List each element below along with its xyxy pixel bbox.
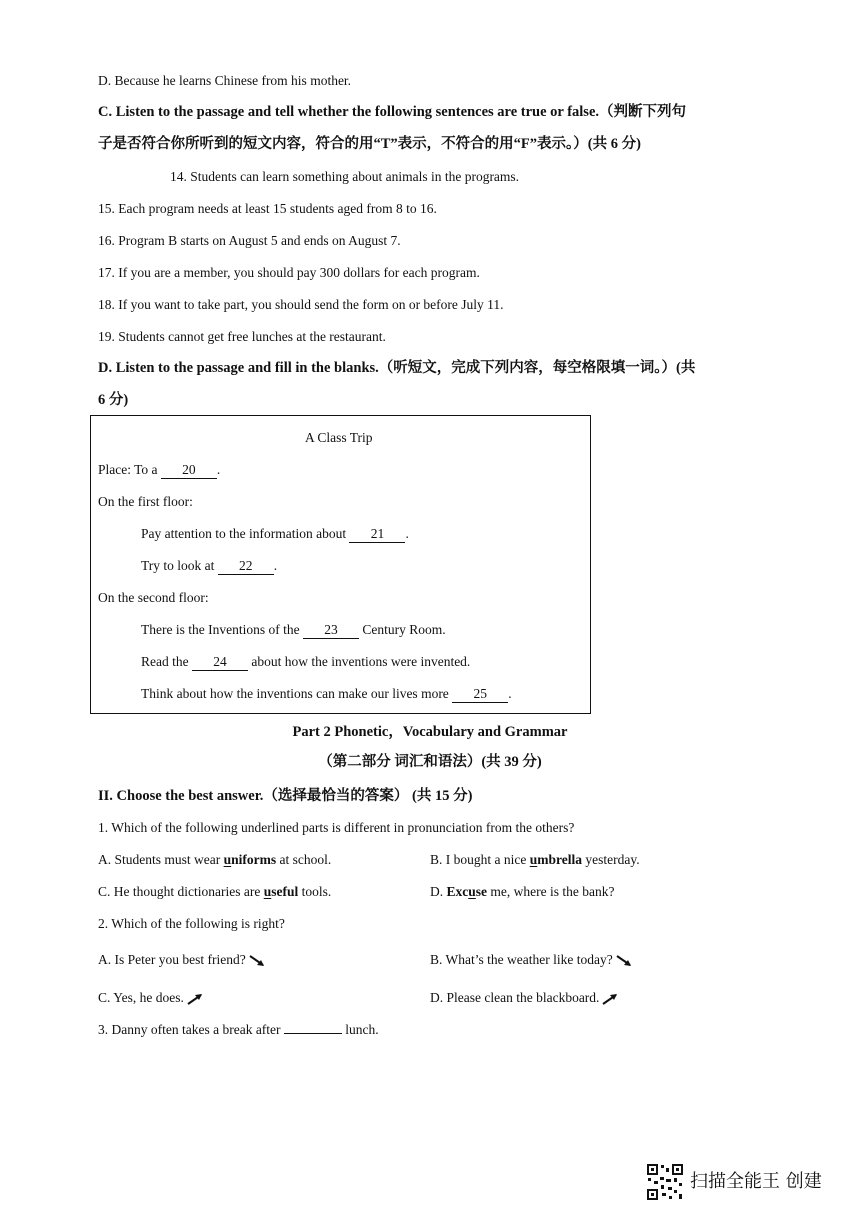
- qr-code-icon: [646, 1163, 684, 1201]
- statement-17: 17. If you are a member, you should pay 300 dollars for each program.: [98, 265, 480, 280]
- attention-line: [141, 525, 409, 543]
- q2-b-text: B. What’s the weather like today?: [430, 952, 613, 967]
- think-line: [141, 685, 512, 703]
- q2-d-text: D. Please clean the blackboard.: [430, 990, 600, 1005]
- blank-23[interactable]: 23: [303, 622, 359, 639]
- q1-d-post: me, where is the bank?: [487, 884, 615, 899]
- statement-16: 16. Program B starts on August 5 and ends on August 7.: [98, 233, 401, 248]
- place-line: [98, 461, 220, 479]
- q1-a-pre: A. Students must wear: [98, 852, 224, 867]
- q1-b-post: yesterday.: [582, 852, 640, 867]
- look-line: [141, 557, 277, 575]
- q1-d-underlined: u: [468, 884, 476, 899]
- think-period: .: [508, 686, 512, 701]
- blank-22[interactable]: 22: [218, 558, 274, 575]
- q1-c-bold: seful: [271, 884, 299, 899]
- q2-option-d[interactable]: [430, 989, 619, 1007]
- q2-c-text: C. Yes, he does.: [98, 990, 184, 1005]
- statement-15: 15. Each program needs at least 15 students aged from 8 to 16.: [98, 201, 437, 216]
- q2-a-text: A. Is Peter you best friend?: [98, 952, 246, 967]
- q1-a-bold: niforms: [231, 852, 277, 867]
- section-c-title-line1: C. Listen to the passage and tell whether the following sentences are true or false.（判断下列句: [98, 104, 687, 120]
- attention-prefix: Pay attention to the information about: [141, 526, 347, 541]
- falling-intonation-arrow-icon: [615, 954, 633, 968]
- q1-b-underlined: u: [529, 852, 538, 867]
- read-line: [141, 653, 470, 671]
- q1-c-post: tools.: [298, 884, 332, 899]
- q2-option-a[interactable]: [98, 951, 266, 969]
- attention-period: .: [405, 526, 409, 541]
- q1-a-underlined: u: [223, 852, 232, 867]
- q3-pre: 3. Danny often takes a break after: [98, 1022, 281, 1037]
- section-ii-title: II. Choose the best answer.（选择最恰当的答案） (共 15 分): [98, 788, 473, 804]
- q3-post: lunch.: [345, 1022, 379, 1037]
- q1-option-c[interactable]: [98, 883, 331, 901]
- rising-intonation-arrow-icon: [601, 992, 619, 1006]
- read-suffix: about how the inventions were invented.: [251, 654, 471, 669]
- q1-a-post: at school.: [276, 852, 332, 867]
- statement-14: 14. Students can learn something about animals in the programs.: [170, 169, 520, 184]
- part2-title: Part 2 Phonetic，Vocabulary and Grammar: [292, 724, 568, 740]
- blank-25[interactable]: 25: [452, 686, 508, 703]
- q1-option-a[interactable]: [98, 851, 331, 869]
- section-d-title-line2: 6 分): [98, 392, 129, 408]
- q1-option-b[interactable]: [430, 851, 640, 869]
- place-prefix: Place: To a: [98, 462, 158, 477]
- inventions-suffix: Century Room.: [362, 622, 446, 637]
- statement-19: 19. Students cannot get free lunches at the restaurant.: [98, 329, 386, 344]
- q1-c-pre: C. He thought dictionaries are: [98, 884, 264, 899]
- section-d-title-line1: D. Listen to the passage and fill in the blanks.（听短文，完成下列内容，每空格限填一词。）(共: [98, 360, 696, 376]
- q1-d-pre: D.: [430, 884, 447, 899]
- rising-intonation-arrow-icon: [186, 992, 204, 1006]
- class-trip-box: [90, 415, 591, 714]
- falling-intonation-arrow-icon: [248, 954, 266, 968]
- scanner-brand-text: 扫描全能王 创建: [690, 1171, 822, 1192]
- inventions-prefix: There is the Inventions of the: [141, 622, 300, 637]
- inventions-line: [141, 621, 446, 639]
- blank-24[interactable]: 24: [192, 654, 248, 671]
- first-floor-label: On the first floor:: [98, 494, 193, 509]
- q1-d-bold-start: Exc: [446, 884, 469, 899]
- blank-21[interactable]: 21: [349, 526, 405, 543]
- previous-option-d: D. Because he learns Chinese from his mother.: [98, 73, 352, 88]
- q1-b-bold: mbrella: [537, 852, 582, 867]
- q3-stem: [98, 1021, 379, 1039]
- read-prefix: Read the: [141, 654, 189, 669]
- q1-b-pre: B. I bought a nice: [430, 852, 530, 867]
- box-title: A Class Trip: [305, 430, 373, 445]
- q2-option-b[interactable]: [430, 951, 633, 969]
- q3-blank[interactable]: [284, 1033, 342, 1034]
- q1-option-d[interactable]: [430, 883, 614, 901]
- second-floor-label: On the second floor:: [98, 590, 209, 605]
- blank-20[interactable]: 20: [161, 462, 217, 479]
- q1-c-underlined: u: [263, 884, 272, 899]
- statement-18: 18. If you want to take part, you should send the form on or before July 11.: [98, 297, 504, 312]
- think-prefix: Think about how the inventions can make our lives more: [141, 686, 449, 701]
- q2-option-c[interactable]: [98, 989, 204, 1007]
- look-prefix: Try to look at: [141, 558, 215, 573]
- section-c-title-line2: 子是否符合你所听到的短文内容，符合的用“T”表示，不符合的用“F”表示。）(共 6 分): [98, 136, 641, 152]
- q1-d-bold-end: se: [475, 884, 488, 899]
- look-period: .: [273, 558, 278, 573]
- q2-stem: 2. Which of the following is right?: [98, 916, 285, 931]
- place-period: .: [216, 462, 221, 477]
- q1-stem: 1. Which of the following underlined parts is different in pronunciation from the others?: [98, 820, 575, 835]
- part2-subtitle: （第二部分 词汇和语法）(共 39 分): [318, 754, 542, 770]
